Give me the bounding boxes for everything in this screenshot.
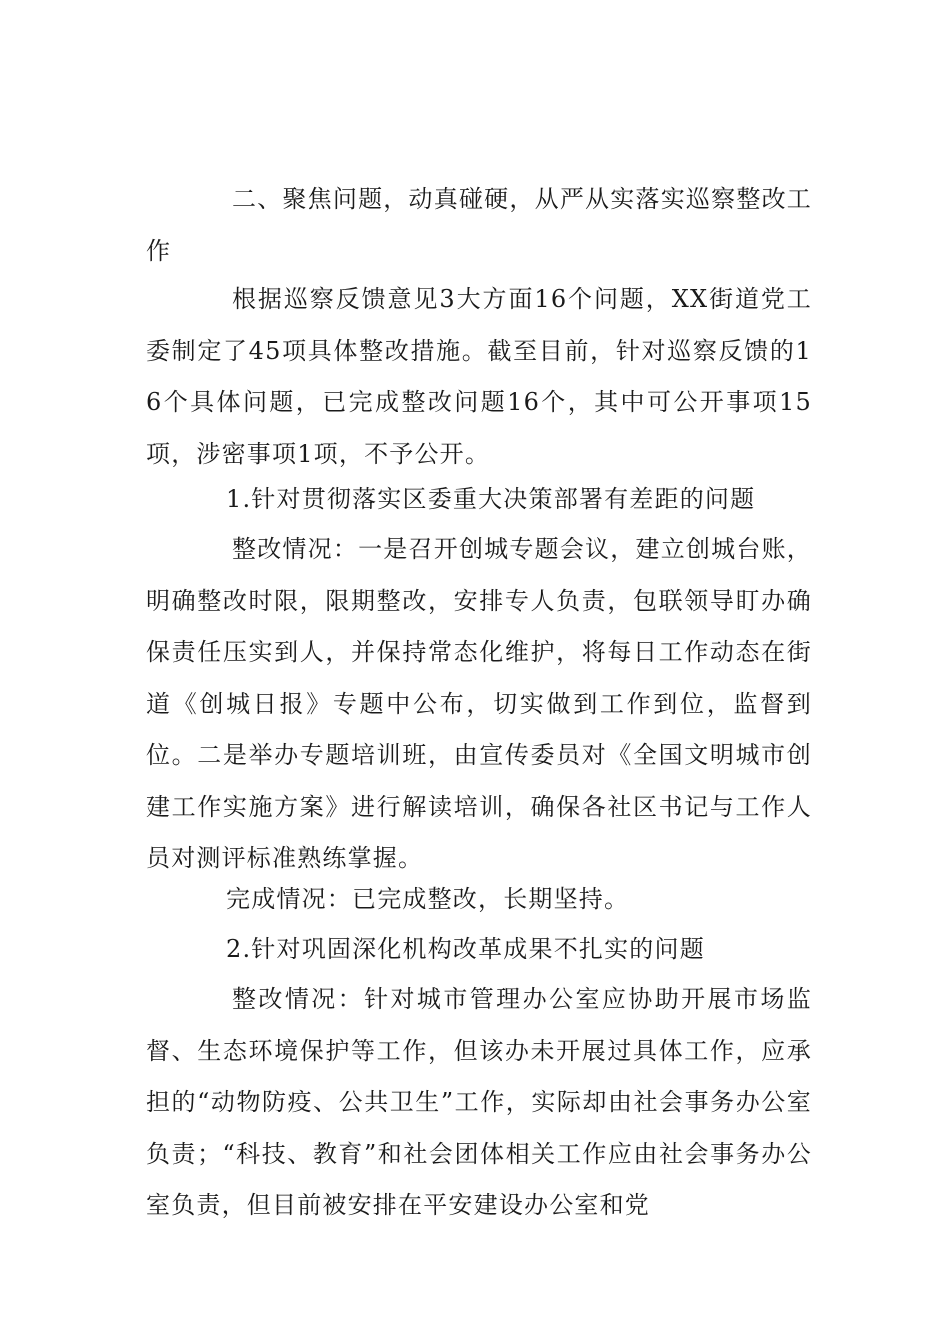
item2-rectification-paragraph: 整改情况：针对城市管理办公室应协助开展市场监督、生态环境保护等工作，但该办未开展过具体工作，应承担的“动物防疫、公共卫生”工作，实际却由社会事务办公室负责；“科技、教育”和社会团体相关工作应由社会事务办公室负责，但目前被安排在平安建设办公室和党 xyxy=(146,985,812,1219)
item2-title: 2.针对巩固深化机构改革成果不扎实的问题 xyxy=(226,935,705,963)
intro-paragraph: 根据巡察反馈意见3大方面16个问题，XX街道党工委制定了45项具体整改措施。截至目前，针对巡察反馈的16个具体问题，已完成整改问题16个，其中可公开事项15项，涉密事项1项，不予公开。 xyxy=(146,285,812,468)
item1-rectification-paragraph: 整改情况：一是召开创城专题会议，建立创城台账，明确整改时限，限期整改，安排专人负责，包联领导盯办确保责任压实到人，并保持常态化维护，将每日工作动态在街道《创城日报》专题中公布，切实做到工作到位，监督到位。二是举办专题培训班，由宣传委员对《全国文明城市创建工作实施方案》进行解读培训，确保各社区书记与工作人员对测评标准熟练掌握。 xyxy=(146,535,812,872)
item1-completion-paragraph: 完成情况：已完成整改，长期坚持。 xyxy=(226,885,630,913)
item1-title: 1.针对贯彻落实区委重大决策部署有差距的问题 xyxy=(226,485,756,513)
section-heading: 二、聚焦问题，动真碰硬，从严从实落实巡察整改工作 xyxy=(146,185,812,265)
